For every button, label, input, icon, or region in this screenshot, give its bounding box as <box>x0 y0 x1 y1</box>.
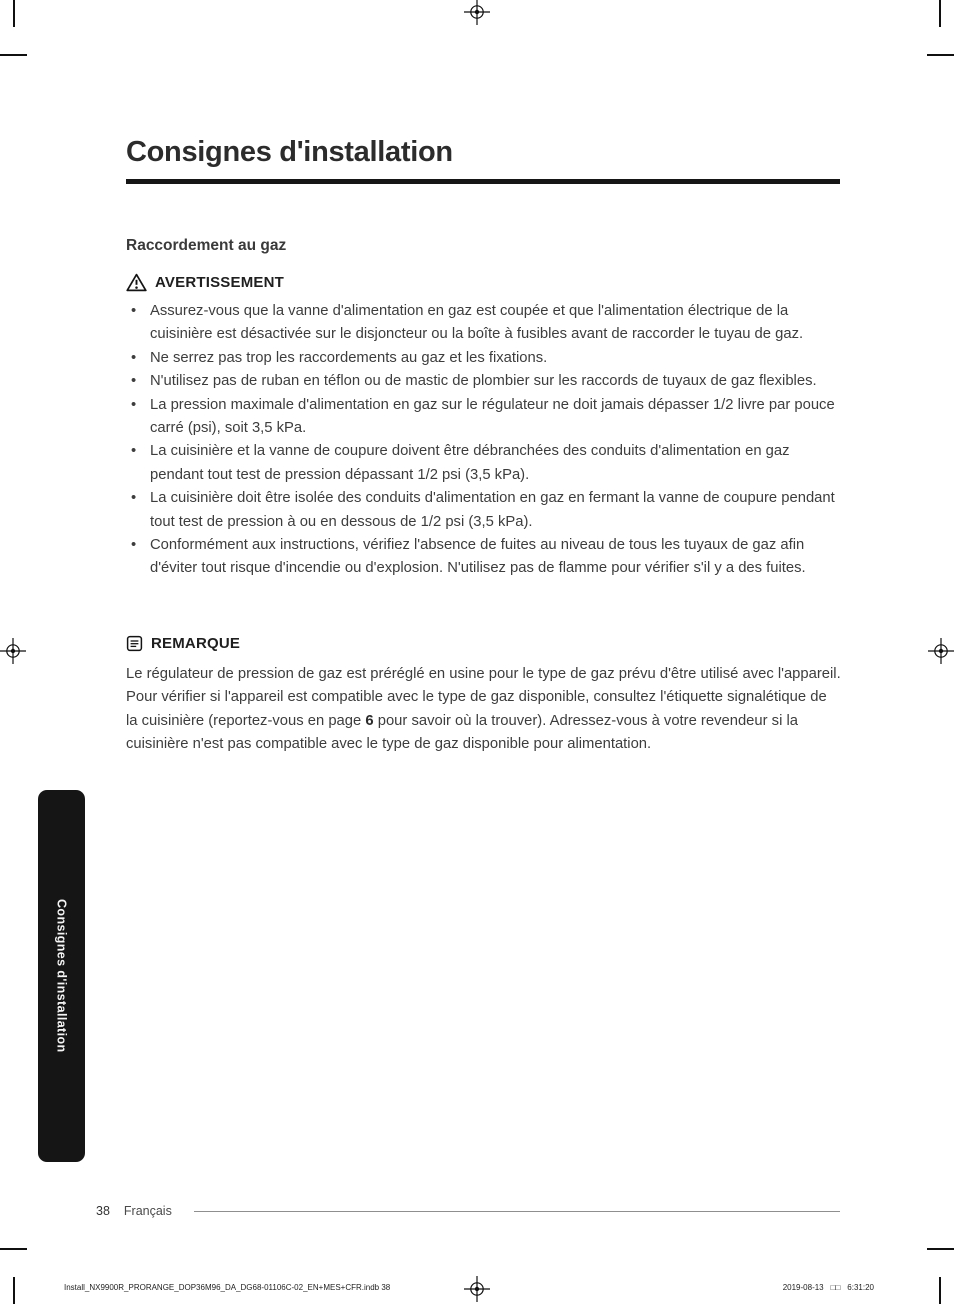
note-icon <box>126 635 143 652</box>
note-text-after: pour savoir où la trouver). Adressez-vous à votre revendeur si la cuisinière n'est pas compatible avec le type de gaz disponible pour alimentation. <box>126 712 798 752</box>
bullet-item <box>126 487 842 534</box>
bullet-text: La pression maximale d'alimentation en gaz sur le régulateur ne doit jamais dépasser 1/2 livre par pouce carré (psi), soit 3,5 kPa. <box>150 396 835 437</box>
note-text-before: Le régulateur de pression de gaz est préréglé en usine pour le type de gaz prévu d'être utilisé avec l'appareil. Pour vérifier si l'appareil est compatible avec le type de gaz disponible, consultez l'étiquette signalétique de la cuisinière (reportez-vous en page <box>126 666 841 729</box>
bullet-text: Conformément aux instructions, vérifiez l'absence de fuites au niveau de tous les tuyaux de gaz afin d'éviter tout risque d'incendie ou d'explosion. N'utilisez pas de flamme pour vérifier s'il y a des fuites. <box>150 537 806 577</box>
page-title: Consignes d'installation <box>126 136 453 168</box>
bullet-item <box>126 440 842 487</box>
bullet-item <box>126 534 842 581</box>
note-page-ref: 6 <box>365 712 374 729</box>
print-file-info: Install_NX9900R_PRORANGE_DOP36M96_DA_DG68-01106C-02_EN+MES+CFR.indb 38 <box>64 1283 391 1292</box>
warning-bullet-list <box>126 300 842 581</box>
bullet-marker: • <box>131 490 137 507</box>
bullet-text: N'utilisez pas de ruban en téflon ou de mastic de plombier sur les raccords de tuyaux de gaz flexibles. <box>150 373 817 390</box>
note-label: REMARQUE <box>151 635 241 652</box>
footer-language: Français <box>123 1204 172 1218</box>
bullet-item <box>126 370 842 393</box>
crop-mark-top-left-h <box>0 54 27 56</box>
bullet-item <box>126 300 842 347</box>
footer-rule <box>194 1211 840 1212</box>
print-date: 2019-08-13 <box>782 1283 824 1292</box>
registration-mark-right-middle <box>928 638 954 664</box>
print-timestamp <box>783 1283 874 1292</box>
page-footer <box>96 1202 840 1220</box>
crop-mark-bottom-left-h <box>0 1248 27 1250</box>
bullet-text: La cuisinière et la vanne de coupure doivent être débranchées des conduits d'alimentation en gaz pendant tout test de pression dépassant 1/2 psi (3,5 kPa). <box>150 443 790 483</box>
crop-mark-bottom-right-h <box>927 1248 954 1250</box>
crop-mark-top-left-v <box>13 0 15 27</box>
section-heading: Raccordement au gaz <box>126 237 287 254</box>
registration-mark-top-center <box>464 0 490 25</box>
note-paragraph <box>126 663 842 756</box>
chapter-tab-label: Consignes d'installation <box>54 899 69 1053</box>
print-time: 6:31:20 <box>847 1283 874 1292</box>
bullet-marker: • <box>131 396 137 413</box>
warning-header <box>126 273 284 292</box>
bullet-marker: • <box>131 349 137 366</box>
bullet-item <box>126 347 842 370</box>
warning-icon <box>126 273 147 292</box>
footer-page-number: 38 <box>96 1204 110 1218</box>
crop-mark-top-right-h <box>927 54 954 56</box>
bullet-text: Assurez-vous que la vanne d'alimentation en gaz est coupée et que l'alimentation électrique de la cuisinière est désactivée sur le disjoncteur ou la boîte à fusibles avant de raccorder le tuyau de gaz. <box>150 303 804 343</box>
bullet-marker: • <box>131 303 137 319</box>
title-rule <box>126 179 840 184</box>
bullet-item <box>126 394 842 441</box>
crop-mark-top-right-v <box>939 0 941 27</box>
bullet-marker: • <box>131 537 137 554</box>
registration-mark-left-middle <box>0 638 26 664</box>
bullet-text: La cuisinière doit être isolée des conduits d'alimentation en gaz en fermant la vanne de coupure pendant tout test de pression à ou en dessous de 1/2 psi (3,5 kPa). <box>150 490 835 530</box>
warning-label: AVERTISSEMENT <box>155 274 285 291</box>
bullet-marker: • <box>131 443 137 460</box>
print-meridiem-glyphs: □□ <box>830 1283 841 1292</box>
print-info-bar <box>0 1283 954 1292</box>
bullet-text: Ne serrez pas trop les raccordements au gaz et les fixations. <box>150 349 548 366</box>
note-header <box>126 635 240 652</box>
chapter-tab <box>38 790 85 1162</box>
bullet-marker: • <box>131 373 137 390</box>
